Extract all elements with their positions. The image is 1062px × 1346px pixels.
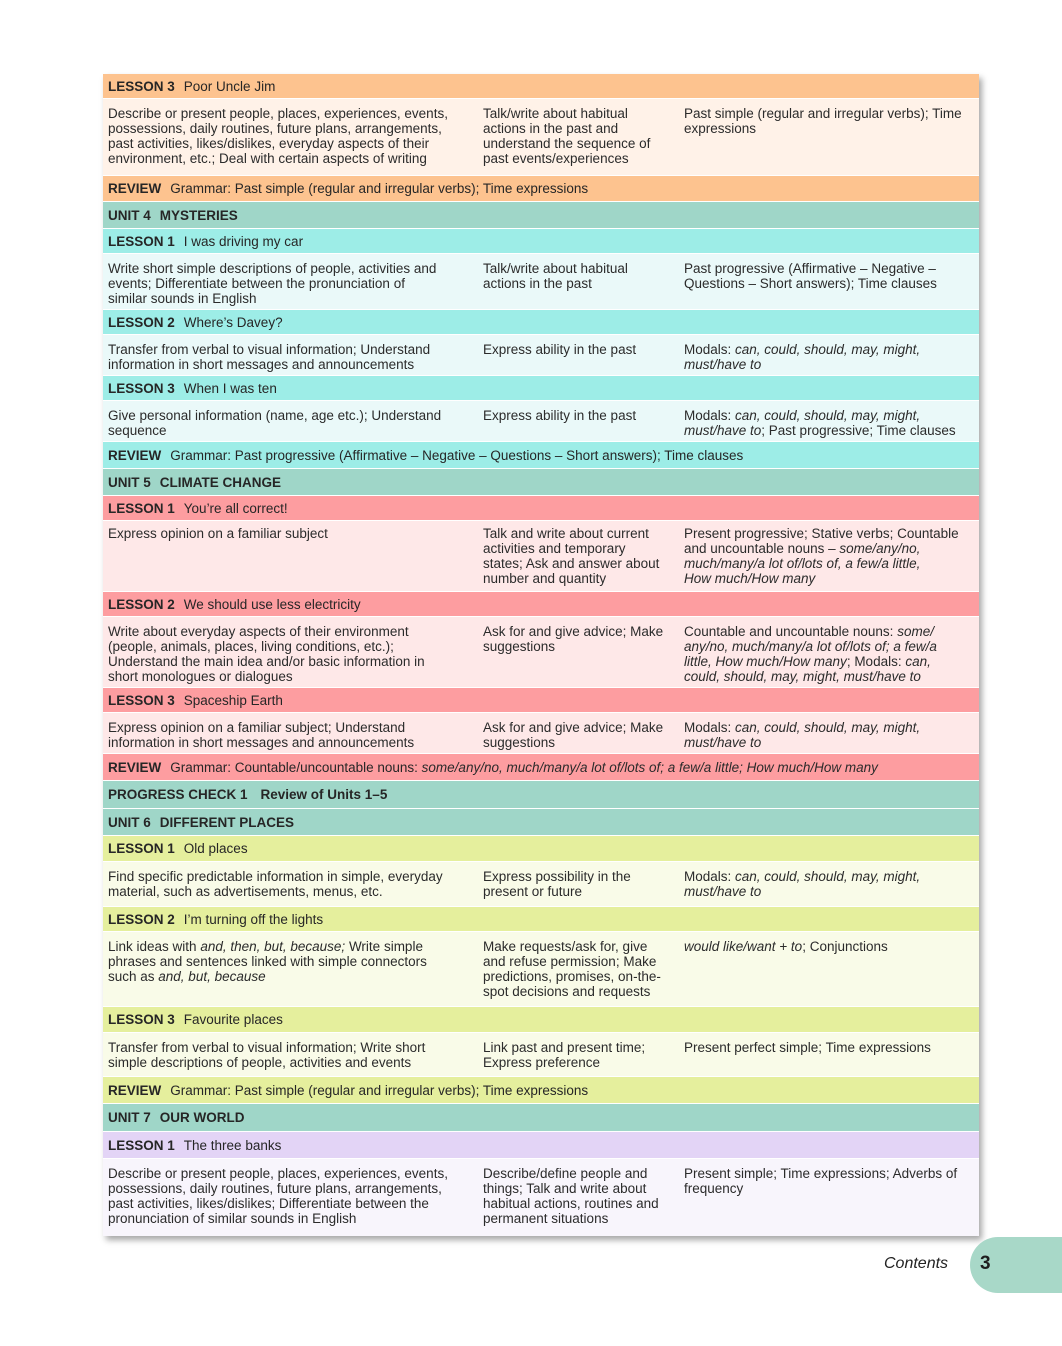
lesson-content-row bbox=[103, 1159, 979, 1236]
lesson-title: I’m turning off the lights bbox=[183, 912, 324, 927]
unit-title: MYSTERIES bbox=[159, 208, 238, 223]
grammar-cell: Countable and uncountable nouns: some/ any/no, much/many/a lot of/lots of; a few/a little, How much/How many; Modals: can, could, should, may, might, must/have to bbox=[684, 624, 937, 684]
lesson-title: I was driving my car bbox=[183, 234, 304, 249]
skills-cell: Link ideas with and, then, but, because; Write simple phrases and sentences linked with simple connectors such as and, but, because bbox=[108, 939, 427, 984]
unit-tag: UNIT 4 bbox=[108, 208, 151, 223]
lesson-title: You’re all correct! bbox=[183, 501, 288, 516]
lesson-title: Where’s Davey? bbox=[183, 315, 283, 330]
review-header bbox=[103, 754, 979, 781]
review-header bbox=[103, 176, 979, 202]
functions-cell: Talk/write about habitual actions in the past bbox=[483, 261, 628, 291]
footer-section-label: Contents bbox=[884, 1255, 949, 1272]
functions-cell: Express possibility in the present or future bbox=[483, 869, 631, 899]
lesson-content-row bbox=[103, 713, 979, 754]
lesson-title: The three banks bbox=[183, 1138, 282, 1153]
lesson-content-row bbox=[103, 99, 979, 176]
lesson-tag: LESSON 2 bbox=[108, 912, 175, 927]
unit-title: OUR WORLD bbox=[159, 1110, 245, 1125]
progress-check-header bbox=[103, 781, 979, 809]
lesson-content-row bbox=[103, 1033, 979, 1077]
unit-header bbox=[103, 202, 979, 229]
lesson-header bbox=[103, 1132, 979, 1159]
skills-cell: Describe or present people, places, experiences, events, possessions, daily routines, future plans, arrangements, past activities, likes/dislikes, everyday aspects of their environment, etc.; Deal with certain aspects of writing bbox=[108, 106, 448, 166]
lesson-tag: LESSON 3 bbox=[108, 1012, 175, 1027]
lesson-content-row bbox=[103, 335, 979, 376]
lesson-content-row bbox=[103, 617, 979, 688]
lesson-header bbox=[103, 229, 979, 254]
review-title: Grammar: Past progressive (Affirmative – Negative – Questions – Short answers); Time clauses bbox=[170, 448, 744, 463]
lesson-header bbox=[103, 836, 979, 862]
lesson-title: We should use less electricity bbox=[183, 597, 361, 612]
grammar-cell: Modals: can, could, should, may, might, must/have to bbox=[684, 720, 921, 750]
lesson-content-row bbox=[103, 862, 979, 907]
lesson-content-row bbox=[103, 401, 979, 442]
lesson-content-row bbox=[103, 521, 979, 592]
lesson-header bbox=[103, 496, 979, 521]
lesson-header bbox=[103, 907, 979, 932]
lesson-tag: LESSON 3 bbox=[108, 381, 175, 396]
grammar-cell: Present simple; Time expressions; Adverbs of frequency bbox=[684, 1166, 958, 1196]
lesson-title: Spaceship Earth bbox=[183, 693, 283, 708]
unit-header bbox=[103, 469, 979, 496]
skills-cell: Express opinion on a familiar subject; Understand information in short messages and announcements bbox=[108, 720, 415, 750]
review-header bbox=[103, 1077, 979, 1104]
skills-cell: Transfer from verbal to visual information; Write short simple descriptions of people, activities and events bbox=[108, 1040, 426, 1070]
skills-cell: Write about everyday aspects of their environment (people, animals, places, living conditions, etc.); Understand the main idea and/or basic information in short monologues or dialogues bbox=[108, 624, 425, 684]
unit-header bbox=[103, 1104, 979, 1132]
functions-cell: Link past and present time; Express preference bbox=[483, 1040, 646, 1070]
grammar-cell: Present progressive; Stative verbs; Countable and uncountable nouns – some/any/no, much/many/a lot of/lots of, a few/a little, How much/How many bbox=[684, 526, 959, 586]
lesson-header bbox=[103, 310, 979, 335]
lesson-tag: LESSON 1 bbox=[108, 841, 175, 856]
grammar-cell: Past simple (regular and irregular verbs); Time expressions bbox=[684, 106, 962, 136]
skills-cell: Give personal information (name, age etc.); Understand sequence bbox=[108, 408, 442, 438]
functions-cell: Make requests/ask for, give and refuse permission; Make predictions, promises, on-the- spot decisions and requests bbox=[483, 939, 661, 999]
lesson-tag: LESSON 1 bbox=[108, 1138, 175, 1153]
review-title: Grammar: Past simple (regular and irregular verbs); Time expressions bbox=[170, 1083, 589, 1098]
lesson-title: Poor Uncle Jim bbox=[183, 79, 276, 94]
grammar-cell: Past progressive (Affirmative – Negative – Questions – Short answers); Time clauses bbox=[684, 261, 937, 291]
lesson-title: Favourite places bbox=[183, 1012, 283, 1027]
review-title: Grammar: Past simple (regular and irregular verbs); Time expressions bbox=[170, 181, 589, 196]
skills-cell: Find specific predictable information in simple, everyday material, such as advertisements, menus, etc. bbox=[108, 869, 443, 899]
skills-cell: Describe or present people, places, experiences, events, possessions, daily routines, future plans, arrangements, past activities, likes/dislikes; Differentiate between the pronunciation of similar sounds in English bbox=[108, 1166, 448, 1226]
lesson-header bbox=[103, 592, 979, 617]
functions-cell: Talk/write about habitual actions in the past and understand the sequence of past events/experiences bbox=[483, 106, 651, 166]
unit-title: CLIMATE CHANGE bbox=[159, 475, 282, 490]
lesson-header bbox=[103, 688, 979, 713]
review-tag: REVIEW bbox=[108, 448, 162, 463]
lesson-content-row bbox=[103, 254, 979, 310]
review-tag: REVIEW bbox=[108, 181, 162, 196]
lesson-tag: LESSON 1 bbox=[108, 501, 175, 516]
lesson-title: When I was ten bbox=[183, 381, 277, 396]
functions-cell: Express ability in the past bbox=[483, 408, 637, 423]
lesson-title: Old places bbox=[183, 841, 248, 856]
lesson-tag: LESSON 3 bbox=[108, 79, 175, 94]
page-number: 3 bbox=[980, 1253, 991, 1274]
lesson-tag: LESSON 3 bbox=[108, 693, 175, 708]
contents-table bbox=[103, 74, 979, 1236]
review-tag: REVIEW bbox=[108, 1083, 162, 1098]
lesson-content-row bbox=[103, 932, 979, 1007]
grammar-cell: would like/want + to; Conjunctions bbox=[684, 939, 888, 954]
unit-title: DIFFERENT PLACES bbox=[159, 815, 295, 830]
lesson-header bbox=[103, 74, 979, 99]
grammar-cell: Modals: can, could, should, may, might, must/have to bbox=[684, 869, 921, 899]
skills-cell: Write short simple descriptions of people, activities and events; Differentiate between the pronunciation of similar sounds in English bbox=[108, 261, 437, 306]
review-title-italic: some/any/no, much/many/a lot of/lots of; a few/a little; How much/How many bbox=[421, 760, 878, 775]
functions-cell: Express ability in the past bbox=[483, 342, 637, 357]
functions-cell: Talk and write about current activities and temporary states; Ask and answer about number and quantity bbox=[483, 526, 660, 586]
grammar-cell: Present perfect simple; Time expressions bbox=[684, 1040, 931, 1055]
unit-tag: UNIT 6 bbox=[108, 815, 151, 830]
progress-check-title: Review of Units 1–5 bbox=[260, 787, 388, 802]
lesson-tag: LESSON 1 bbox=[108, 234, 175, 249]
review-header bbox=[103, 442, 979, 469]
grammar-cell: Modals: can, could, should, may, might, must/have to; Past progressive; Time clauses bbox=[684, 408, 956, 438]
unit-tag: UNIT 5 bbox=[108, 475, 151, 490]
progress-check-tag: PROGRESS CHECK 1 bbox=[108, 787, 248, 802]
skills-cell: Express opinion on a familiar subject bbox=[108, 526, 328, 541]
lesson-tag: LESSON 2 bbox=[108, 315, 175, 330]
functions-cell: Describe/define people and things; Talk and write about habitual actions, routines and permanent situations bbox=[483, 1166, 659, 1226]
lesson-header bbox=[103, 376, 979, 401]
functions-cell: Ask for and give advice; Make suggestions bbox=[483, 624, 664, 654]
review-title: Grammar: Countable/uncountable nouns: bbox=[170, 760, 422, 775]
skills-cell: Transfer from verbal to visual information; Understand information in short messages and announcements bbox=[108, 342, 431, 372]
unit-tag: UNIT 7 bbox=[108, 1110, 151, 1125]
lesson-tag: LESSON 2 bbox=[108, 597, 175, 612]
unit-header bbox=[103, 809, 979, 836]
review-tag: REVIEW bbox=[108, 760, 162, 775]
lesson-header bbox=[103, 1007, 979, 1033]
functions-cell: Ask for and give advice; Make suggestions bbox=[483, 720, 664, 750]
grammar-cell: Modals: can, could, should, may, might, must/have to bbox=[684, 342, 921, 372]
